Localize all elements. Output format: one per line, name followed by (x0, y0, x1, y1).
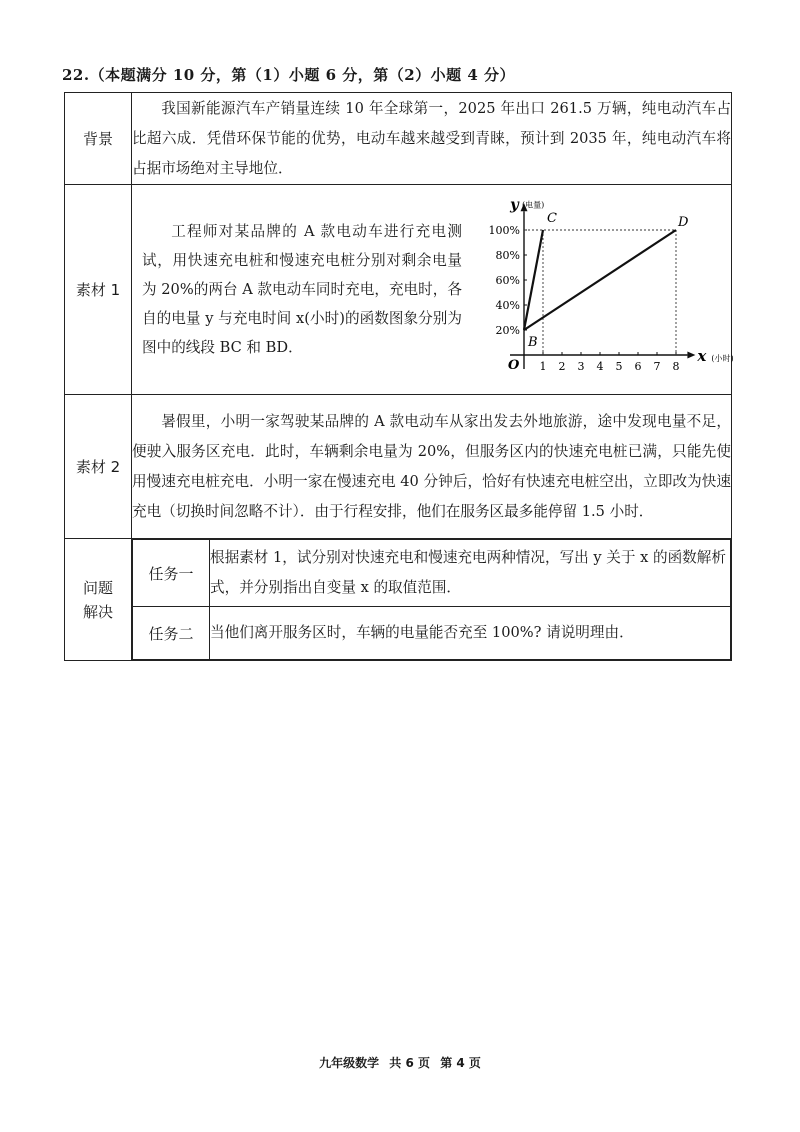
problem-label: 问题解决 (65, 539, 132, 661)
origin-label: O (508, 357, 520, 373)
x-tick-label: 1 (539, 359, 547, 373)
x-tick-label: 4 (596, 359, 604, 373)
x-tick-label: 3 (577, 359, 585, 373)
charging-chart (484, 194, 734, 385)
x-tick-label: 6 (634, 359, 642, 373)
x-axis-label: x (697, 346, 707, 365)
background-label: 背景 (65, 93, 132, 185)
point-label-c: C (547, 210, 557, 226)
question-table (64, 92, 732, 661)
task2-text: 当他们离开服务区时，车辆的电量能否充至 100%? 请说明理由． (210, 607, 731, 660)
background-text: 我国新能源汽车产销量连续 10 年全球第一，2025 年出口 261.5 万辆，纯电动汽车占比超六成．凭借环保节能的优势，电动车越来越受到青睐，预计到 2035 年，纯电动汽车将占据市场绝对主导地位． (132, 93, 732, 185)
y-tick-label: 20% (495, 323, 520, 337)
material2-label: 素材 2 (65, 395, 132, 539)
y-tick-label: 80% (495, 248, 520, 262)
x-axis-unit: (小时) (711, 353, 734, 363)
footer-total: 共 6 页 (389, 1056, 430, 1070)
y-tick-label: 60% (495, 273, 520, 287)
material1-label: 素材 1 (65, 185, 132, 395)
point-label-b: B (528, 334, 538, 350)
x-tick-label: 8 (672, 359, 680, 373)
task-table (132, 539, 731, 660)
question-header: 22.（本题满分 10 分，第（1）小题 6 分，第（2）小题 4 分） (62, 66, 516, 84)
page-footer (0, 1054, 800, 1071)
material1-text: 工程师对某品牌的 A 款电动车进行充电测试，用快速充电桩和慢速充电桩分别对剩余电量为 20%的两台 A 款电动车同时充电，充电时，各自的电量 y 与充电时间 x(小时)的函数图象分别为图中的线段 BC 和 BD． (142, 223, 462, 356)
task1-label: 任务一 (133, 540, 210, 607)
x-tick-label: 5 (615, 359, 623, 373)
task1-text: 根据素材 1，试分别对快速充电和慢速充电两种情况，写出 y 关于 x 的函数解析式，并分别指出自变量 x 的取值范围． (210, 540, 731, 607)
y-axis-unit: (电量) (522, 199, 545, 209)
x-axis-arrow (687, 351, 695, 358)
y-tick-label: 100% (488, 223, 520, 237)
y-axis-label: y (510, 194, 519, 213)
x-tick-label: 7 (653, 359, 661, 373)
task2-label: 任务二 (133, 607, 210, 660)
y-tick-label: 40% (495, 298, 520, 312)
segment-bd-slow (524, 230, 676, 330)
footer-page: 第 4 页 (440, 1056, 481, 1070)
material2-text: 暑假里，小明一家驾驶某品牌的 A 款电动车从家出发去外地旅游，途中发现电量不足，便驶入服务区充电．此时，车辆剩余电量为 20%，但服务区内的快速充电桩已满，只能先使用慢速充电桩充电．小明一家在慢速充电 40 分钟后，恰好有快速充电桩空出，立即改为快速充电（切换时间忽略不计）．由于行程安排，他们在服务区最多能停留 1.5 小时． (132, 395, 732, 539)
x-tick-label: 2 (558, 359, 566, 373)
point-label-d: D (678, 214, 689, 230)
footer-subject: 九年级数学 (319, 1056, 380, 1070)
